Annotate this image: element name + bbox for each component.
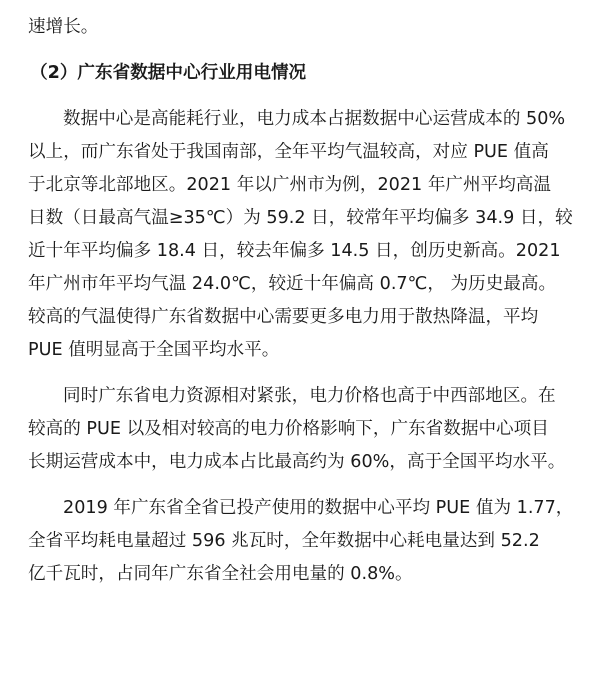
continuation-line: 速增长。 — [28, 17, 99, 37]
paragraph-line: 近十年平均偏多 18.4 日，较去年偏多 14.5 日，创历史新高。2021 — [28, 241, 561, 261]
paragraph-line: 日数（日最高气温≥35℃）为 59.2 日，较常年平均偏多 34.9 日，较 — [28, 208, 573, 228]
paragraph-line: 较高的 PUE 以及相对较高的电力价格影响下，广东省数据中心项目 — [28, 419, 549, 439]
paragraph-line: 于北京等北部地区。2021 年以广州市为例，2021 年广州平均高温 — [28, 175, 551, 195]
paragraph-line: 亿千瓦时，占同年广东省全社会用电量的 0.8%。 — [28, 564, 413, 584]
section-heading: （2）广东省数据中心行业用电情况 — [30, 63, 307, 83]
paragraph-line: 年广州市年平均气温 24.0℃，较近十年偏高 0.7℃， 为历史最高。 — [28, 274, 557, 294]
paragraph-line: 较高的气温使得广东省数据中心需要更多电力用于散热降温，平均 — [28, 307, 539, 327]
paragraph-line: 长期运营成本中，电力成本占比最高约为 60%，高于全国平均水平。 — [28, 452, 566, 472]
paragraph-line: 同时广东省电力资源相对紧张，电力价格也高于中西部地区。在 — [63, 386, 556, 406]
paragraph-line: PUE 值明显高于全国平均水平。 — [28, 340, 280, 360]
paragraph-line: 以上，而广东省处于我国南部，全年平均气温较高，对应 PUE 值高 — [28, 142, 549, 162]
paragraph-line: 2019 年广东省全省已投产使用的数据中心平均 PUE 值为 1.77， — [63, 498, 574, 518]
paragraph-line: 全省平均耗电量超过 596 兆瓦时，全年数据中心耗电量达到 52.2 — [28, 531, 540, 551]
paragraph-line: 数据中心是高能耗行业，电力成本占据数据中心运营成本的 50% — [63, 109, 566, 129]
